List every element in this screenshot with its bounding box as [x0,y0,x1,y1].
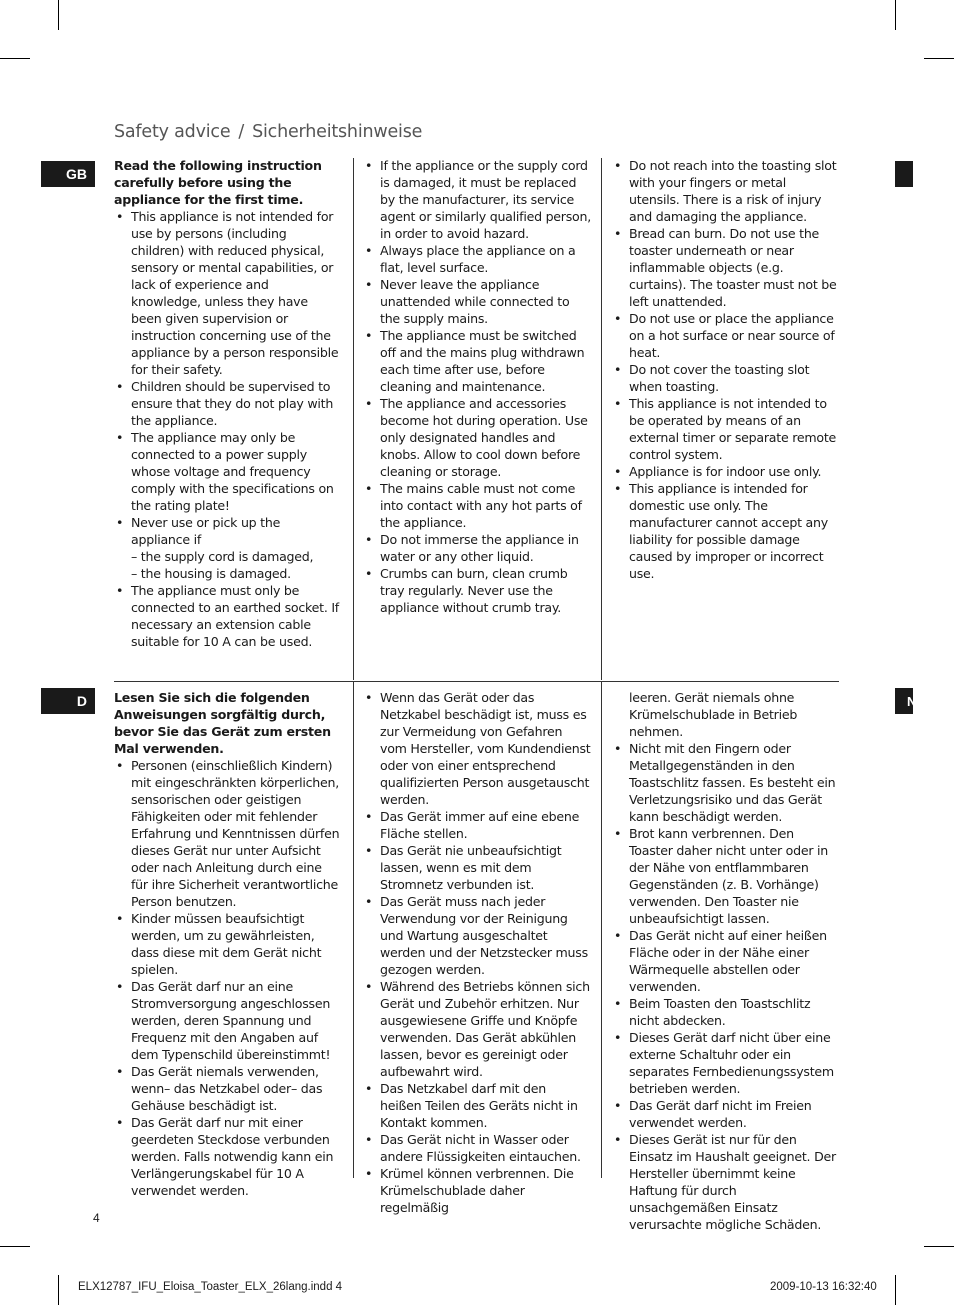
list-item: • Do not use or place the appliance on a hot surface or near source of heat. [612,310,840,361]
list-item: • Das Gerät niemals verwenden, wenn– das Netzkabel oder– das Gehäuse beschädigt ist. [114,1063,342,1114]
column-divider [601,158,602,680]
list-item: • Das Gerät nicht auf einer heißen Fläche oder in der Nähe einer Wärmequelle abstellen oder verwenden. [612,927,840,995]
list-item: • Brot kann verbrennen. Den Toaster daher nicht unter oder in der Nähe von entflammbaren Gegenständen (z. B. Vorhänge) verwenden. Den Toaster nie unbeaufsichtigt lassen. [612,825,840,927]
de-column-1 [114,689,342,1199]
list-item: • Always place the appliance on a flat, level surface. [363,242,591,276]
list-item-continued: leeren. Gerät niemals ohne Krümelschublade in Betrieb nehmen. [629,690,798,739]
list-item: • Das Gerät darf nur an eine Stromversorgung angeschlossen werden, deren Spannung und Frequenz mit den Angaben auf dem Typenschild übereinstimmt! [114,978,342,1063]
column-divider [353,158,354,680]
list-item: • Dieses Gerät ist nur für den Einsatz im Haushalt geeignet. Der Hersteller übernimmt keine Haftung für durch unsachgemäßen Einsatz verursachte mögliche Schäden. [612,1131,840,1233]
list-item [114,514,342,582]
list-item: • This appliance is intended for domestic use only. The manufacturer cannot accept any liability for possible damage caused by improper or incorrect use. [612,480,840,582]
edge-tab-bottom: N [895,688,913,714]
crop-mark [58,1275,59,1305]
list-item: • Dieses Gerät darf nicht über eine externe Schaltuhr oder ein separates Fernbedienungssystem betrieben werden. [612,1029,840,1097]
de-list-3 [612,689,840,1233]
crop-mark [895,0,896,30]
list-item: • The appliance may only be connected to a power supply whose voltage and frequency comply with the specifications on the rating plate! [114,429,342,514]
list-item: • Kinder müssen beaufsichtigt werden, um zu gewährleisten, dass diese mit dem Gerät nicht spielen. [114,910,342,978]
list-item: • Bread can burn. Do not use the toaster underneath or near inflammable objects (e.g. curtains). The toaster must not be left unattended. [612,225,840,310]
list-item: • Do not immerse the appliance in water or any other liquid. [363,531,591,565]
list-item: • The appliance must only be connected to an earthed socket. If necessary an extension cable suitable for 10 A can be used. [114,582,342,650]
list-item: • Wenn das Gerät oder das Netzkabel beschädigt ist, muss es zur Vermeidung von Gefahren vom Hersteller, vom Kundendienst oder von einer entsprechend qualifizierten Person ausgetauscht werden. [363,689,591,808]
list-item: • Do not reach into the toasting slot with your fingers or metal utensils. There is a risk of injury and damaging the appliance. [612,157,840,225]
title-separator: / [238,122,245,142]
list-item: • Während des Betriebs können sich Gerät und Zubehör erhitzen. Nur ausgewiesene Griffe und Knöpfe verwenden. Das Gerät abkühlen lassen, bevor es gereinigt oder aufbewahrt wird. [363,978,591,1080]
list-item: • Do not cover the toasting slot when toasting. [612,361,840,395]
crop-mark [895,1275,896,1305]
column-divider [601,681,602,1178]
list-item: • The appliance and accessories become hot during operation. Use only designated handles and knobs. Allow to cool down before cleaning or storage. [363,395,591,480]
footer-timestamp: 2009-10-13 16:32:40 [770,1281,877,1293]
list-item: • This appliance is not intended to be operated by means of an external timer or separate remote control system. [612,395,840,463]
gb-column-2 [363,157,591,616]
title-english: Safety advice [114,122,231,142]
gb-list-1 [114,208,342,650]
list-item: • This appliance is not intended for use by persons (including children) with reduced physical, sensory or mental capabilities, or lack of experience and knowledge, unless they have been given supervision or instruction concerning use of the appliance by a person responsible for their safety. [114,208,342,378]
de-list-2 [363,689,591,1216]
list-item: • Never leave the appliance unattended while connected to the supply mains. [363,276,591,327]
de-column-2 [363,689,591,1216]
list-item: • Das Netzkabel darf mit den heißen Teilen des Geräts nicht in Kontakt kommen. [363,1080,591,1131]
language-tab-d: D [41,688,95,714]
list-item: • Beim Toasten den Toastschlitz nicht abdecken. [612,995,840,1029]
list-item: • Das Gerät nie unbeaufsichtigt lassen, wenn es mit dem Stromnetz verbunden ist. [363,842,591,893]
list-item: • Das Gerät darf nicht im Freien verwendet werden. [612,1097,840,1131]
list-item: • The appliance must be switched off and the mains plug withdrawn each time after use, before cleaning and maintenance. [363,327,591,395]
language-tab-gb: GB [41,161,95,187]
de-intro: Lesen Sie sich die folgenden Anweisungen sorgfältig durch, bevor Sie das Gerät zum ersten Mal verwenden. [114,690,331,756]
crop-mark [924,58,954,59]
list-item: • Children should be supervised to ensure that they do not play with the appliance. [114,378,342,429]
de-column-3 [612,689,840,1233]
edge-tab-top [895,161,913,187]
list-subitem: – the supply cord is damaged, [131,549,314,564]
list-item: • Appliance is for indoor use only. [612,463,840,480]
list-item: • Nicht mit den Fingern oder Metallgegenständen in den Toastschlitz fassen. Es besteht ein Verletzungsrisiko und das Gerät kann beschädigt werden. [612,740,840,825]
list-item: • Krümel können verbrennen. Die Krümelschublade daher regelmäßig [363,1165,591,1216]
page-title [114,122,422,142]
list-item: • Crumbs can burn, clean crumb tray regularly. Never use the appliance without crumb tray. [363,565,591,616]
page-number: 4 [93,1211,100,1225]
list-subitem: – the housing is damaged. [131,566,291,581]
section-divider [114,681,839,682]
crop-mark [58,0,59,30]
list-item: • The mains cable must not come into contact with any hot parts of the appliance. [363,480,591,531]
title-german: Sicherheitshinweise [252,122,423,142]
gb-list-3 [612,157,840,582]
list-item: • Das Gerät darf nur mit einer geerdeten Steckdose verbunden werden. Falls notwendig kann ein Verlängerungskabel für 10 A verwendet werden. [114,1114,342,1199]
gb-column-1 [114,157,342,650]
de-list-1 [114,757,342,1199]
list-item: • Das Gerät nicht in Wasser oder andere Flüssigkeiten eintauchen. [363,1131,591,1165]
crop-mark [0,58,30,59]
crop-mark [924,1246,954,1247]
gb-intro: Read the following instruction carefully before using the appliance for the first time. [114,158,322,207]
list-item: • Das Gerät muss nach jeder Verwendung vor der Reinigung und Wartung ausgeschaltet werden und der Netzstecker muss gezogen werden. [363,893,591,978]
crop-mark [0,1246,30,1247]
list-item-text: Never use or pick up the appliance if [131,515,281,547]
footer-filename: ELX12787_IFU_Eloisa_Toaster_ELX_26lang.indd 4 [78,1281,343,1293]
gb-list-2 [363,157,591,616]
list-item: • If the appliance or the supply cord is damaged, it must be replaced by the manufacturer, its service agent or similarly qualified person, in order to avoid hazard. [363,157,591,242]
list-item: • Das Gerät immer auf eine ebene Fläche stellen. [363,808,591,842]
column-divider [353,681,354,1178]
list-item: • Personen (einschließlich Kindern) mit eingeschränkten körperlichen, sensorischen oder geistigen Fähigkeiten oder mit fehlender Erfahrung und Kenntnissen dürfen dieses Gerät nur unter Aufsicht oder nach Anleitung durch eine für ihre Sicherheit verantwortliche Person benutzen. [114,757,342,910]
gb-column-3 [612,157,840,582]
